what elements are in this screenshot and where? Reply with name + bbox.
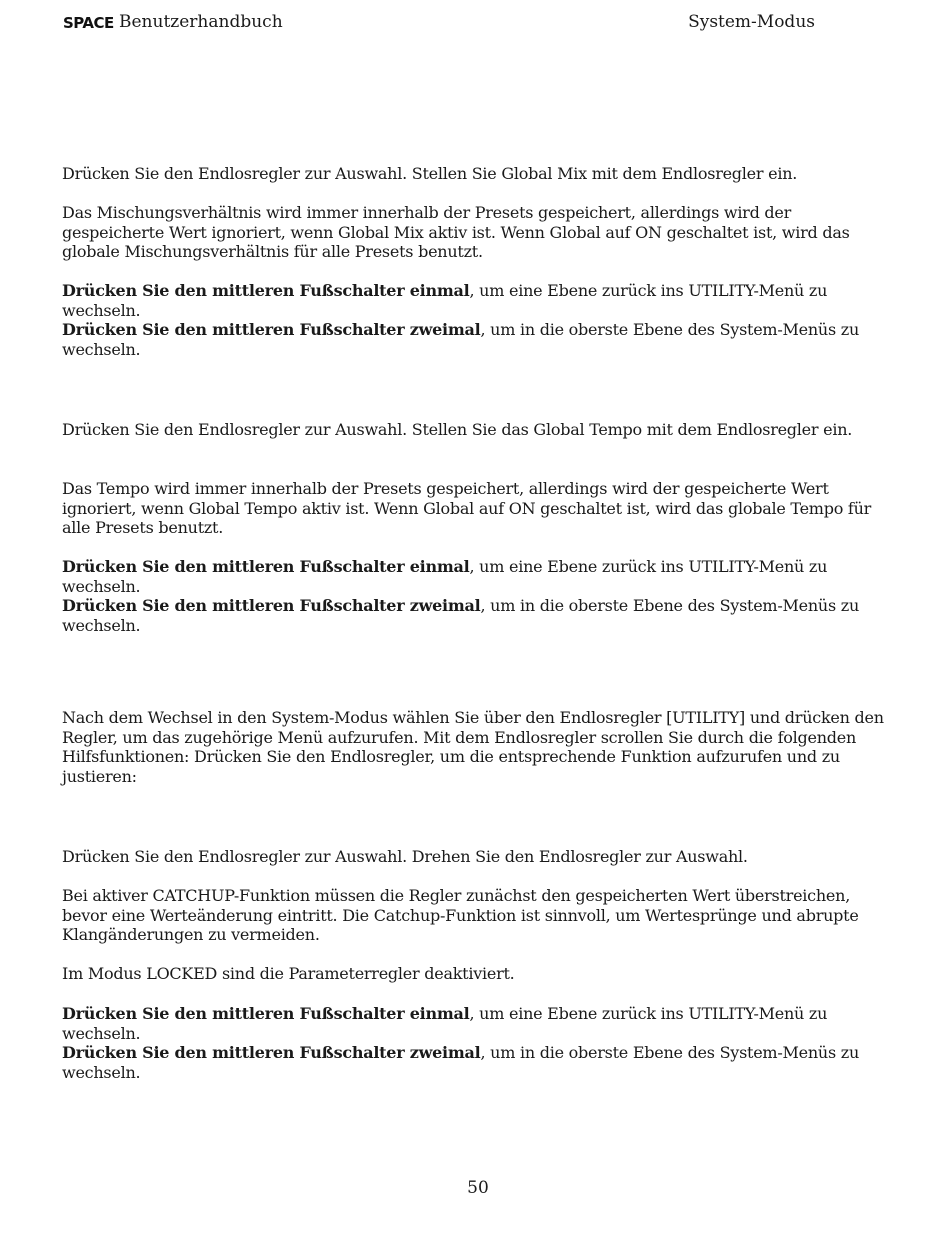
tempo-once-bold: Drücken Sie den mittleren Fußschalter einmal: [62, 557, 470, 576]
section-title: System-Modus: [688, 12, 815, 32]
mix-footswitch-twice: [62, 320, 892, 359]
tempo-once-rest: , um eine Ebene zurück ins UTILITY-Menü zu wechseln.: [62, 557, 828, 596]
mix-twice-rest: , um in die oberste Ebene des System-Menüs zu wechseln.: [62, 320, 859, 359]
mix-once-bold: Drücken Sie den mittleren Fußschalter einmal: [62, 281, 470, 300]
page-number: 50: [467, 1178, 489, 1198]
knob-once-rest: , um eine Ebene zurück ins UTILITY-Menü zu wechseln.: [62, 1004, 828, 1043]
tempo-description: Das Tempo wird immer innerhalb der Presets gespeichert, allerdings wird der gespeicherte Wert ignoriert, wenn Global Tempo aktiv ist. Wenn Global auf ON geschaltet ist, wird das globale Tempo für alle Presets benutzt.: [62, 479, 872, 537]
knob-instruction: Drücken Sie den Endlosregler zur Auswahl. Drehen Sie den Endlosregler zur Auswahl.: [62, 847, 748, 866]
knob-locked-description: Im Modus LOCKED sind die Parameterregler deaktiviert.: [62, 964, 515, 983]
mix-footswitch-once: [62, 281, 892, 320]
tempo-twice-bold: Drücken Sie den mittleren Fußschalter zweimal: [62, 596, 481, 615]
utility-intro: Nach dem Wechsel in den System-Modus wählen Sie über den Endlosregler [UTILITY] und drücken den Regler, um das zugehörige Menü aufzurufen. Mit dem Endlosregler scrollen Sie durch die folgenden Hilfsfunktionen: Drücken Sie den Endlosregler, um die entsprechende Funktion aufzurufen und zu justieren:: [62, 708, 884, 786]
knob-twice-bold: Drücken Sie den mittleren Fußschalter zweimal: [62, 1043, 481, 1062]
knob-once-bold: Drücken Sie den mittleren Fußschalter einmal: [62, 1004, 470, 1023]
tempo-instruction: Drücken Sie den Endlosregler zur Auswahl. Stellen Sie das Global Tempo mit dem Endlosregler ein.: [62, 420, 853, 439]
page-header: [63, 10, 815, 34]
knob-catchup-description: Bei aktiver CATCHUP-Funktion müssen die Regler zunächst den gespeicherten Wert überstreichen, bevor eine Werteänderung eintritt. Die Catchup-Funktion ist sinnvoll, um Wertesprünge und abrupte Klangänderungen zu vermeiden.: [62, 886, 859, 944]
mix-instruction: Drücken Sie den Endlosregler zur Auswahl. Stellen Sie Global Mix mit dem Endlosregler ein.: [62, 164, 798, 183]
manual-title: Benutzerhandbuch: [119, 12, 283, 32]
tempo-footswitch-once: [62, 557, 892, 596]
knob-footswitch-twice: [62, 1043, 892, 1082]
mix-once-rest: , um eine Ebene zurück ins UTILITY-Menü zu wechseln.: [62, 281, 828, 320]
space-logo: SPACE: [63, 14, 114, 32]
tempo-twice-rest: , um in die oberste Ebene des System-Menüs zu wechseln.: [62, 596, 859, 635]
mix-twice-bold: Drücken Sie den mittleren Fußschalter zweimal: [62, 320, 481, 339]
mix-description: Das Mischungsverhältnis wird immer innerhalb der Presets gespeichert, allerdings wird der gespeicherte Wert ignoriert, wenn Global Mix aktiv ist. Wenn Global auf ON geschaltet ist, wird das globale Mischungsverhältnis für alle Presets benutzt.: [62, 203, 850, 261]
tempo-footswitch-twice: [62, 596, 892, 635]
knob-footswitch-once: [62, 1004, 892, 1043]
knob-twice-rest: , um in die oberste Ebene des System-Menüs zu wechseln.: [62, 1043, 859, 1082]
